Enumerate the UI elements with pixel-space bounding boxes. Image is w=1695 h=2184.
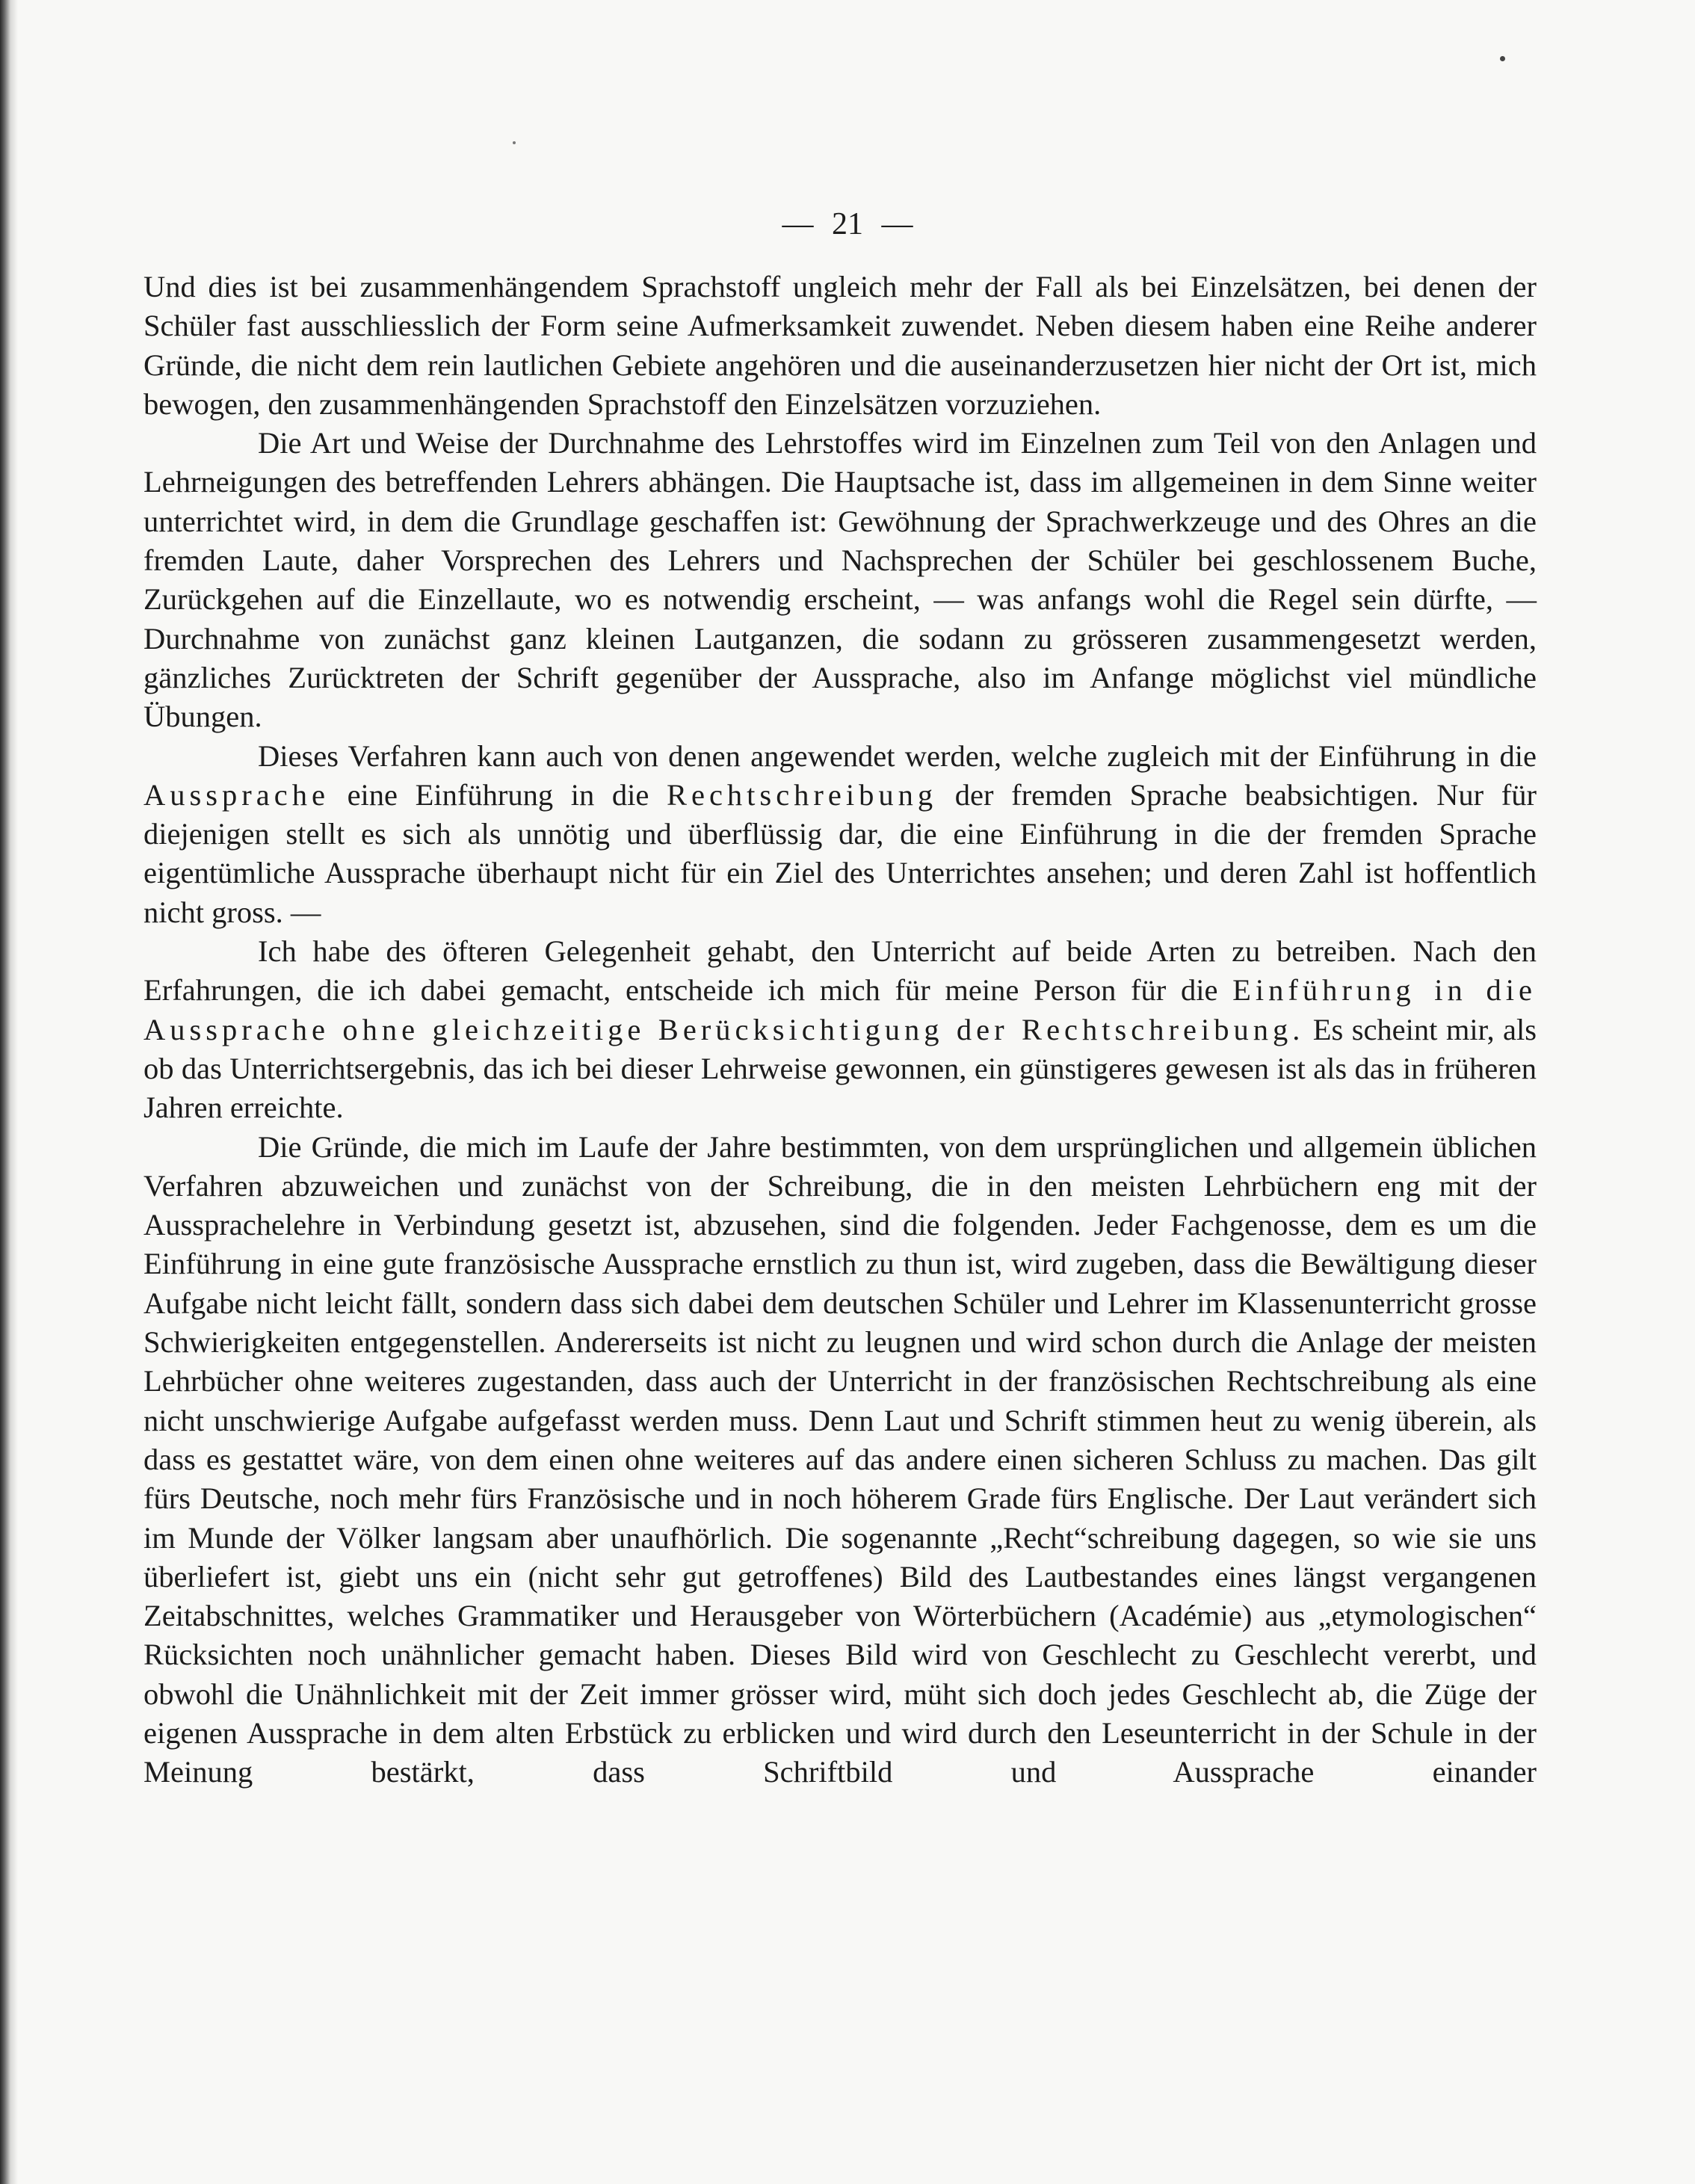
emphasis-rechtschreibung: Rechtschreibung: [666, 777, 938, 812]
paragraph-3: [143, 737, 1537, 932]
ink-speck: [1500, 56, 1505, 61]
paragraph-2: Die Art und Weise der Durchnahme des Lehrstoffes wird im Einzelnen zum Teil von den Anlagen und Lehrneigungen des betreffenden Lehrers abhängen. Die Hauptsache ist, dass im allgemeinen in dem Sinne weiter unterrichtet wird, in dem die Grundlage geschaffen ist: Gewöhnung der Sprachwerkzeuge und des Ohres an die fremden Laute, daher Vorsprechen des Lehrers und Nachsprechen der Schüler bei geschlossenem Buche, Zurückgehen auf die Einzellaute, wo es notwendig erscheint, — was anfangs wohl die Regel sein dürfte, — Durchnahme von zunächst ganz kleinen Lautganzen, die sodann zu grösseren zusammengesetzt werden, gänzliches Zurücktreten der Schrift gegenüber der Aussprache, also im Anfange möglichst viel mündliche Übungen.: [143, 426, 1537, 734]
paragraph-4-text-end: Es scheint mir, als ob das Unterrichtsergebnis, das ich bei dieser Lehrweise gewonnen, ein günstigeres gewesen ist als das in früheren Jahren erreichte.: [143, 1012, 1537, 1125]
paragraph-1: Und dies ist bei zusammenhängendem Sprachstoff ungleich mehr der Fall als bei Einzelsätzen, bei denen der Schüler fast ausschliesslich der Form seine Aufmerksamkeit zuwendet. Neben diesem haben eine Reihe anderer Gründe, die nicht dem rein lautlichen Gebiete angehören und die auseinanderzusetzen hier nicht der Ort ist, mich bewogen, den zusammenhängenden Sprachstoff den Einzelsätzen vorzuziehen.: [143, 270, 1537, 421]
body-text: [143, 268, 1537, 1792]
paragraph-4: [143, 932, 1537, 1127]
page-binding-edge: [0, 0, 18, 2184]
page-number: — 21 —: [782, 207, 913, 241]
emphasis-einfuehrung: Einführung in die Aussprache ohne gleichzeitige Berücksichtigung der Rechtschreibung.: [143, 973, 1537, 1046]
emphasis-aussprache: Aussprache: [143, 777, 330, 812]
paragraph-3-text-start: Dieses Verfahren kann auch von denen angewendet werden, welche zugleich mit der Einführung in die: [258, 738, 1537, 773]
paragraph-3-text-middle: eine Einführung in die: [329, 777, 667, 812]
paragraph-5: Die Gründe, die mich im Laufe der Jahre bestimmten, von dem ursprünglichen und allgemein üblichen Verfahren abzuweichen und zunächst von der Schreibung, die in den meisten Lehrbüchern eng mit der Aussprachelehre in Verbindung gesetzt ist, abzusehen, sind die folgenden. Jeder Fachgenosse, dem es um die Einführung in eine gute französische Aussprache ernstlich zu thun ist, wird zugeben, dass die Bewältigung dieser Aufgabe nicht leicht fällt, sondern dass sich dabei dem deutschen Schüler und Lehrer im Klassenunterricht grosse Schwierigkeiten entgegenstellen. Andererseits ist nicht zu leugnen und wird schon durch die Anlage der meisten Lehrbücher ohne weiteres zugestanden, dass auch der Unterricht in der französischen Rechtschreibung als eine nicht unschwierige Aufgabe aufgefasst werden muss. Denn Laut und Schrift stimmen heut zu wenig überein, als dass es gestattet wäre, von dem einen ohne weiteres auf das andere einen sicheren Schluss zu machen. Das gilt fürs Deutsche, noch mehr fürs Französische und in noch höherem Grade fürs Englische. Der Laut verändert sich im Munde der Völker langsam aber unaufhörlich. Die sogenannte „Recht“schreibung dagegen, so wie sie uns überliefert ist, giebt uns ein (nicht sehr gut getroffenes) Bild des Lautbestandes eines längst vergangenen Zeitabschnittes, welches Grammatiker und Herausgeber von Wörterbüchern (Académie) aus „etymologischen“ Rücksichten noch unähnlicher gemacht haben. Dieses Bild wird von Geschlecht zu Geschlecht vererbt, und obwohl die Unähnlichkeit mit der Zeit immer grösser wird, müht sich doch jedes Geschlecht ab, die Züge der eigenen Aussprache in dem alten Erbstück zu erblicken und wird durch den Leseunterricht in der Schule in der Meinung bestärkt, dass Schriftbild und Aussprache einander: [143, 1129, 1537, 1789]
ink-speck: [513, 141, 516, 144]
paragraph-3-text-end: der fremden Sprache beabsichtigen. Nur für diejenigen stellt es sich als unnötig und überflüssig dar, die eine Einführung in die der fremden Sprache eigentümliche Aussprache überhaupt nicht für ein Ziel des Unterrichtes ansehen; und deren Zahl ist hoffentlich nicht gross. —: [143, 777, 1537, 929]
paragraph-4-text-start: Ich habe des öfteren Gelegenheit gehabt, den Unterricht auf beide Arten zu betreiben. Nach den Erfahrungen, die ich dabei gemacht, entscheide ich mich für meine Person für die: [143, 934, 1537, 1008]
